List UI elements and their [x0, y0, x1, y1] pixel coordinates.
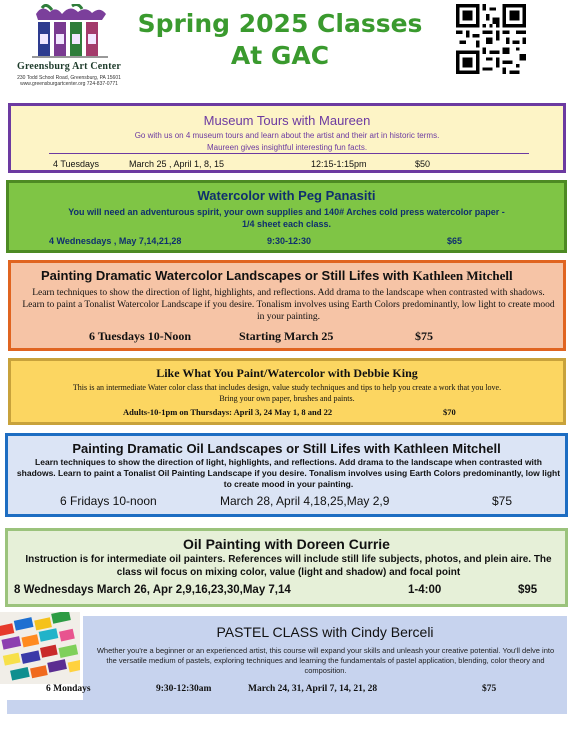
class-time: 9:30-12:30	[267, 236, 312, 246]
class-dramatic-watercolor	[8, 260, 566, 351]
class-museum-tours	[8, 103, 566, 173]
paint-jars-logo	[32, 4, 108, 60]
class-pastel	[83, 616, 567, 714]
logo	[14, 4, 124, 94]
class-price: $95	[518, 584, 538, 596]
class-time: 9:30-12:30am	[156, 684, 212, 694]
class-title: PASTEL CLASS with Cindy Berceli	[216, 624, 434, 640]
class-dates: March 28, April 4,18,25,May 2,9	[220, 494, 390, 508]
class-title: Painting Dramatic Oil Landscapes or Still Lifes with Kathleen Mitchell	[72, 441, 501, 456]
class-description: Maureen gives insightful interesting fun facts.	[206, 143, 368, 152]
class-price: $75	[492, 494, 513, 508]
class-title: Oil Painting with Doreen Currie	[183, 536, 390, 552]
class-sessions: 8 Wednesdays March 26, Apr 2,9,16,23,30,May 7,14	[14, 584, 291, 596]
class-price: $50	[415, 159, 431, 169]
class-price: $65	[447, 236, 463, 246]
class-price: $75	[482, 684, 497, 694]
class-description: Learn techniques to show the direction of light, highlights, and reflections. Add drama to the landscape when contrasted with shadows. Learn to paint a Tonalist Watercolor Landscape if you desire. Tonalism involves using Earth Colors predominantly, low light to create mood in your painting.	[22, 288, 555, 322]
class-description: Go with us on 4 museum tours and learn about the artist and their art in historic terms.	[134, 131, 440, 140]
qr-code-icon[interactable]	[456, 4, 526, 74]
class-sessions: 6 Tuesdays 10-Noon	[89, 329, 192, 343]
page-title	[130, 8, 430, 72]
class-schedule: Adults-10-1pm on Thursdays: April 3, 24 May 1, 8 and 22	[123, 407, 333, 417]
class-dates: March 24, 31, April 7, 14, 21, 28	[248, 684, 378, 694]
logo-address: 230 Todd School Road, Greensburg, PA 15601 www.greensburgartcenter.org 724-837-0771	[17, 75, 121, 87]
class-instructor: Kathleen Mitchell	[412, 268, 513, 283]
class-sessions: 4 Tuesdays	[53, 159, 100, 169]
class-description: Learn techniques to show the direction of light, highlights, and reflections. Add drama to the landscape when contrasted with shadows. Learn to paint a Tonalist Oil Painting Landscape if you desire. Tonalism involves using Earth Colors predominantly, low light to create mood in your painting.	[16, 457, 561, 489]
class-price: $70	[443, 407, 456, 417]
class-description: Instruction is for intermediate oil painters. References will include still life subjects, photos, and plein aire. The class wil focus on mixing color, value (light and shadow) and focal point	[25, 554, 552, 578]
class-dramatic-oil	[5, 433, 568, 517]
class-like-what-you-paint	[8, 358, 566, 425]
class-sessions: 6 Mondays	[46, 684, 91, 694]
divider	[49, 153, 529, 154]
pastel-sticks-image	[0, 612, 80, 684]
class-description: You will need an adventurous spirit, your own supplies and 140# Arches cold press watercolor paper -	[68, 207, 505, 217]
class-description: 1/4 sheet each class.	[241, 219, 332, 229]
class-description: Whether you're a beginner or an experienced artist, this course will expand your skills and unleash your creative potential. You'll delve into the versatile medium of pastels, exploring techniques and learning the fundamentals of pastel application, blending, color theory and composition.	[96, 646, 555, 675]
class-description: This is an intermediate Water color class that includes design, value study techniques and tips to help you create a work that you love.	[72, 383, 502, 392]
class-dates: March 25 , April 1, 8, 15	[129, 159, 225, 169]
class-oil-painting-doreen	[5, 528, 568, 607]
class-title: Painting Dramatic Watercolor Landscapes or Still Lifes with Kathleen Mitchell	[41, 268, 513, 283]
class-time: 1-4:00	[408, 584, 442, 596]
class-sessions: 6 Fridays 10-noon	[60, 494, 157, 508]
class-price: $75	[415, 329, 433, 343]
class-time: 12:15-1:15pm	[311, 159, 367, 169]
title-line-1: Spring 2025 Classes	[137, 9, 423, 38]
class-dates: Starting March 25	[239, 329, 334, 343]
class-sessions: 4 Wednesdays , May 7,14,21,28	[49, 236, 182, 246]
logo-name: Greensburg Art Center	[17, 61, 121, 72]
class-title: Museum Tours with Maureen	[203, 113, 371, 128]
class-title: Watercolor with Peg Panasiti	[197, 188, 376, 203]
title-line-2: At GAC	[230, 41, 330, 70]
class-title: Like What You Paint/Watercolor with Debbie King	[156, 366, 418, 380]
class-watercolor-peg	[6, 180, 567, 253]
class-description: Bring your own paper, brushes and paints.	[219, 394, 355, 403]
